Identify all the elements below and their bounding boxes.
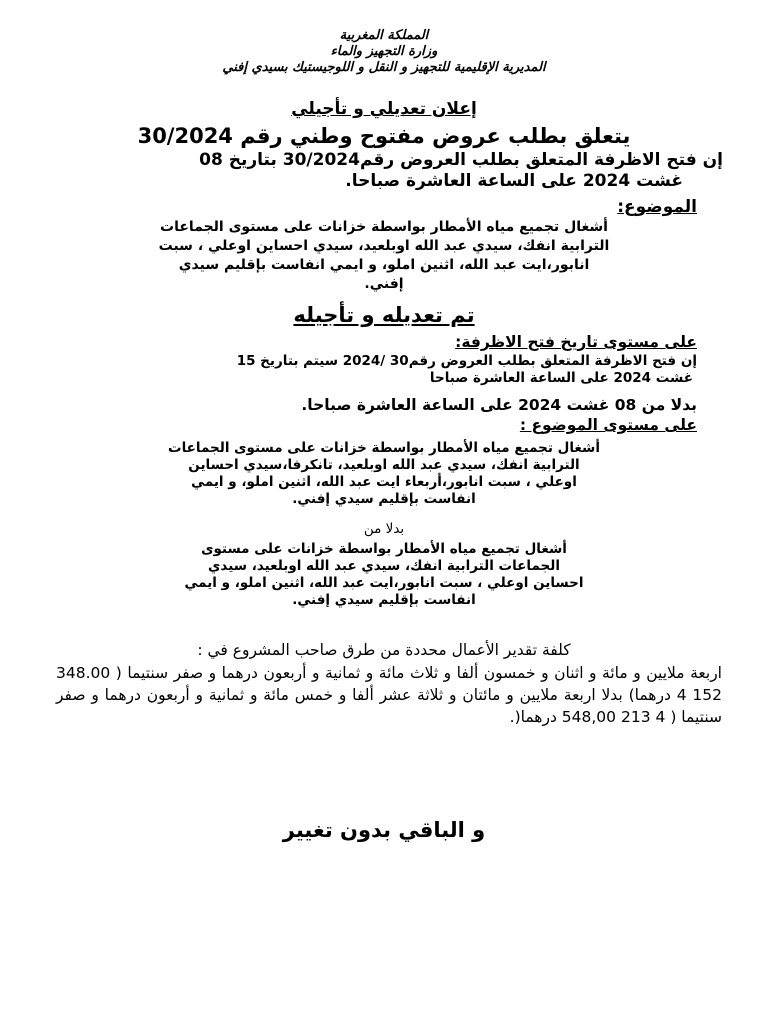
subject-change-label: على مستوى الموضوع :: [519, 416, 697, 434]
opening-change-instead: بدلا من 08 غشت 2024 على الساعة العاشرة صباحا.: [301, 396, 697, 414]
opening-change-line-1: إن فتح الاظرفة المتعلق بطلب العروض رقم30 /2024 سيتم بتاريخ 15: [236, 353, 697, 369]
announcement-title: إعلان تعديلي و تأجيلي: [291, 99, 477, 119]
subject-old-line: احساين اوعلي ، سبت انابور،ايت عبد الله، اثنين املو، و ايمي: [184, 575, 584, 591]
subject-new-line: الترابية انفك، سيدي عبد الله اوبلعيد، تانكرفا،سيدي احساين: [188, 457, 580, 473]
opening-line-2: غشت 2024 على الساعة العاشرة صباحا.: [345, 171, 683, 191]
subject-old-line: أشغال تجميع مياه الأمطار بواسطة خزانات على مستوى: [201, 541, 567, 557]
opening-change-label: على مستوى تاريخ فتح الاظرفة:: [455, 333, 697, 351]
footer-note: و الباقي بدون تغيير: [282, 818, 486, 842]
subject-change-instead-label: بدلا من: [363, 521, 405, 537]
opening-change-line-2: غشت 2024 على الساعة العاشرة صباحا: [429, 370, 693, 386]
subject-change-old: [60, 541, 708, 609]
opening-change-text: [60, 353, 697, 387]
subject-old-line: انفاست بإقليم سيدي إفني.: [292, 592, 476, 608]
opening-line-1: إن فتح الاظرفة المتعلق بطلب العروض رقم30/2024 بتاريخ 08: [199, 150, 723, 170]
subject-label: الموضوع:: [617, 197, 697, 217]
subject-new-line: اوعلي ، سبت انابور،أربعاء ايت عبد الله، اثنين املو، و ايمي: [191, 474, 577, 490]
modification-heading: تم تعديله و تأجيله: [293, 303, 475, 327]
cost-heading: كلفة تقدير الأعمال محددة من طرق صاحب المشروع في :: [197, 641, 571, 659]
subject-line: أشغال تجميع مياه الأمطار بواسطة خزانات على مستوى الجماعات: [160, 219, 608, 235]
opening-notice: [40, 150, 723, 192]
header-ministry: وزارة التجهيز والماء: [330, 44, 438, 59]
subject-text: [60, 218, 708, 294]
announcement-subtitle: يتعلق بطلب عروض مفتوح وطني رقم 30/2024: [137, 124, 631, 148]
subject-line: انابور،ايت عبد الله، اثنين املو، و ايمي انفاست بإقليم سيدي: [178, 257, 590, 273]
subject-old-line: الجماعات الترابية انفك، سيدي عبد الله اوبلعيد، سيدي: [208, 558, 560, 574]
letterhead: [120, 28, 648, 76]
subject-new-line: أشغال تجميع مياه الأمطار بواسطة خزانات على مستوى الجماعات: [168, 440, 600, 456]
header-directorate: المديرية الإقليمية للتجهيز و النقل و اللوجيستيك بسيدي إفني: [222, 60, 546, 75]
cost-paragraph: اربعة ملايين و مائة و اثنان و خمسون ألفا و ثلاث مائة و ثمانية و أربعون درهما و صفر سنتيما ( 348.00 152 4 درهما) بدلا اربعة ملايين و مائتان و ثلاثة عشر ألفا و خمس مائة و ثمانية و أربعون درهما و صفر سنتيما ( 4 213 548,00 درهما(.: [56, 664, 722, 726]
header-country: المملكة المغربية: [339, 28, 429, 43]
subject-line: الترابية انفك، سيدي عبد الله اوبلعيد، سيدي احساين اوعلي ، سبت: [158, 238, 610, 254]
subject-line: إفني.: [364, 276, 404, 292]
subject-change-new: [60, 440, 708, 508]
subject-new-line: انفاست بإقليم سيدي إفني.: [292, 491, 476, 507]
